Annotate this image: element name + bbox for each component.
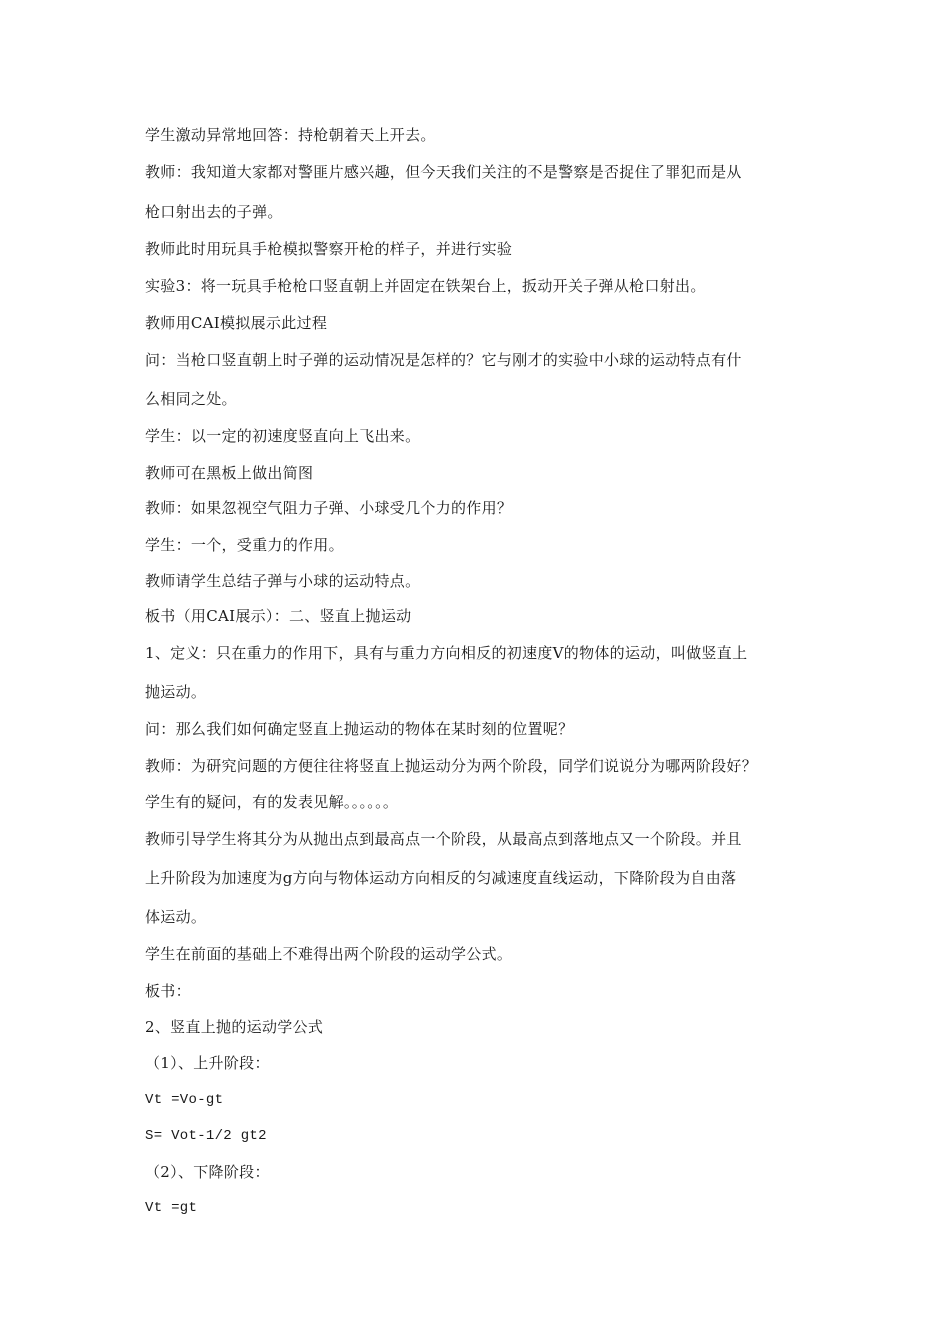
paragraph-line: 实验3：将一玩具手枪枪口竖直朝上并固定在铁架台上，扳动开关子弹从枪口射出。	[145, 277, 706, 295]
paragraph-line: 教师：如果忽视空气阻力子弹、小球受几个力的作用？	[145, 499, 513, 517]
paragraph-line: 教师可在黑板上做出简图	[145, 464, 314, 482]
paragraph-line: 教师请学生总结子弹与小球的运动特点。	[145, 572, 421, 590]
paragraph-line: 问：那么我们如何确定竖直上抛运动的物体在某时刻的位置呢？	[145, 720, 574, 738]
paragraph-line: 板书（用CAI展示）：二、竖直上抛运动	[145, 607, 412, 625]
paragraph-line: 学生激动异常地回答：持枪朝着天上开去。	[145, 126, 436, 144]
paragraph-line: （2）、下降阶段：	[145, 1163, 270, 1181]
paragraph-line: 问：当枪口竖直朝上时子弹的运动情况是怎样的？它与刚才的实验中小球的运动特点有什	[145, 351, 742, 369]
paragraph-line: 教师：为研究问题的方便往往将竖直上抛运动分为两个阶段，同学们说说分为哪两阶段好？	[145, 757, 758, 775]
paragraph-line: 教师引导学生将其分为从抛出点到最高点一个阶段，从最高点到落地点又一个阶段。并且	[145, 830, 742, 848]
paragraph-line: 上升阶段为加速度为g方向与物体运动方向相反的匀减速度直线运动，下降阶段为自由落	[145, 869, 737, 887]
paragraph-line: 么相同之处。	[145, 390, 237, 408]
paragraph-line: 枪口射出去的子弹。	[145, 203, 283, 221]
paragraph-line: 教师：我知道大家都对警匪片感兴趣，但今天我们关注的不是警察是否捉住了罪犯而是从	[145, 163, 742, 181]
paragraph-line: 学生在前面的基础上不难得出两个阶段的运动学公式。	[145, 945, 513, 963]
paragraph-line: 板书：	[145, 982, 191, 1000]
paragraph-line: 2、竖直上抛的运动学公式	[145, 1018, 324, 1036]
paragraph-line: 学生：一个，受重力的作用。	[145, 536, 344, 554]
paragraph-line: 体运动。	[145, 908, 207, 926]
paragraph-line: 学生：以一定的初速度竖直向上飞出来。	[145, 427, 421, 445]
paragraph-line: 1、定义：只在重力的作用下，具有与重力方向相反的初速度V的物体的运动，叫做竖直上	[145, 644, 748, 662]
formula-line: Vt =gt	[145, 1200, 198, 1216]
paragraph-line: 教师用CAI模拟展示此过程	[145, 314, 328, 332]
paragraph-line: 抛运动。	[145, 683, 207, 701]
paragraph-line: 学生有的疑问，有的发表见解。。。。。。	[145, 793, 399, 811]
formula-line: Vt =Vo-gt	[145, 1092, 224, 1108]
paragraph-line: 教师此时用玩具手枪模拟警察开枪的样子，并进行实验	[145, 240, 513, 258]
paragraph-line: （1）、上升阶段：	[145, 1054, 270, 1072]
formula-line: S= Vot-1/2 gt2	[145, 1128, 267, 1144]
